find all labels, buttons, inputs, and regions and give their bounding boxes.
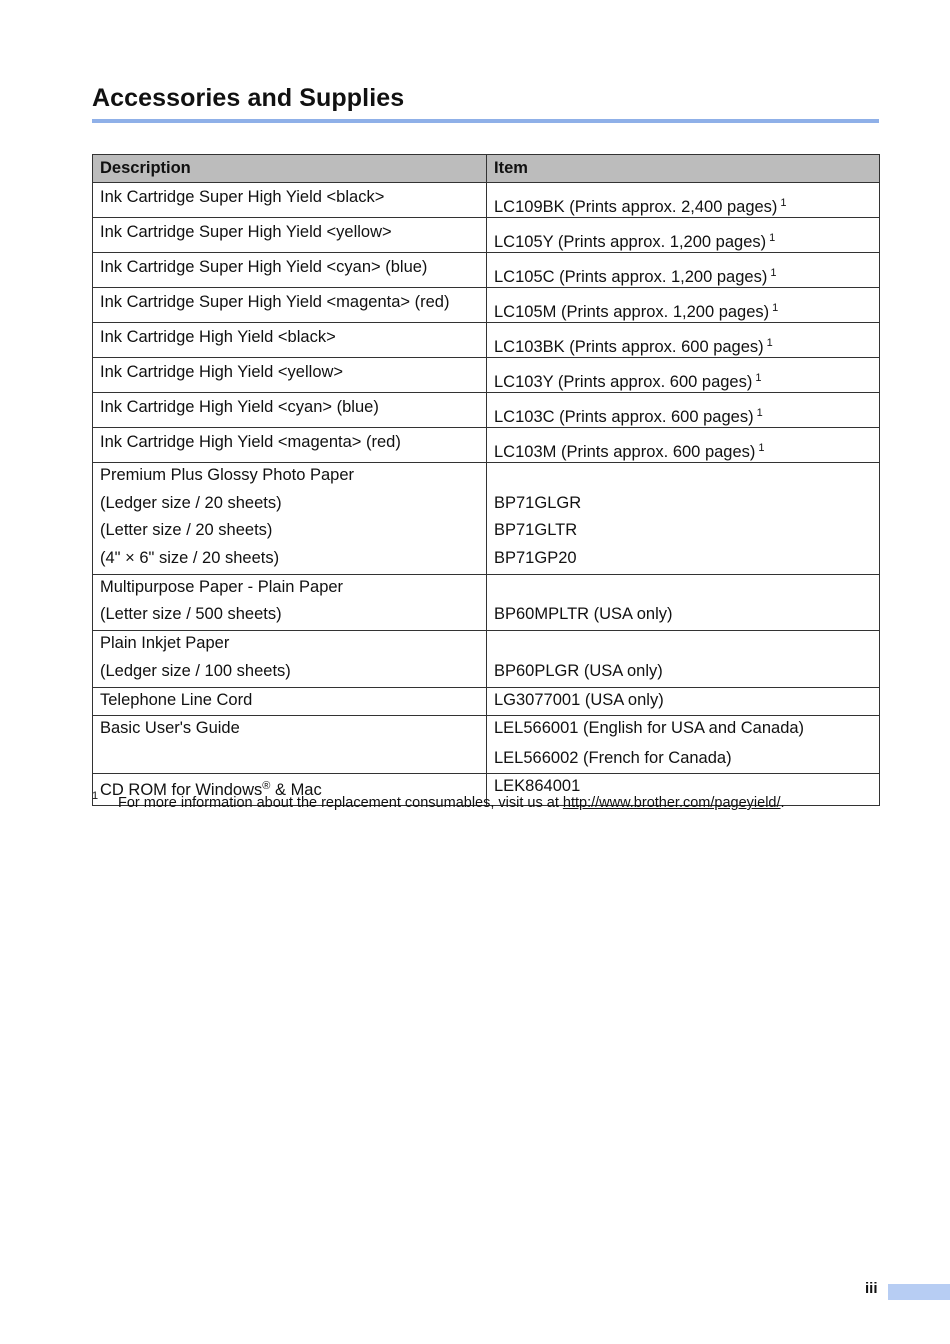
table-row — [93, 463, 880, 575]
page-number: iii — [865, 1280, 878, 1297]
row-description: Ink Cartridge Super High Yield <black> — [93, 183, 487, 218]
table-row — [93, 218, 880, 253]
table-row — [93, 428, 880, 463]
header-description: Description — [93, 155, 487, 183]
row-item: LC103Y (Prints approx. 600 pages) $^1$ — [487, 358, 880, 393]
header-item: Item — [487, 155, 880, 183]
table-row — [93, 687, 880, 716]
table-row — [93, 358, 880, 393]
row-description: Basic User's Guide — [93, 716, 487, 774]
page-title: Accessories and Supplies — [92, 84, 405, 112]
pageyield-link[interactable]: http://www.brother.com/pageyield/ — [562, 795, 781, 811]
row-description: Ink Cartridge Super High Yield <cyan> (blue) — [93, 253, 487, 288]
footnote-ref: 1 — [780, 197, 787, 209]
footnote-ref: 1 — [755, 372, 762, 384]
footnote-ref: 1 — [770, 267, 777, 279]
table-row — [93, 716, 880, 774]
row-item: BP60PLGR (USA only) — [487, 631, 880, 687]
footnote-text: For more information about the replacement consumables, visit us at http://www.brother.com/pageyield/. — [118, 795, 785, 811]
row-description: Ink Cartridge High Yield <magenta> (red) — [93, 428, 487, 463]
row-description: Ink Cartridge High Yield <black> — [93, 323, 487, 358]
row-item: BP60MPLTR (USA only) — [487, 574, 880, 630]
supplies-table — [92, 154, 880, 806]
footnote-ref: 1 — [756, 407, 763, 419]
row-description: Ink Cartridge High Yield <yellow> — [93, 358, 487, 393]
row-item: LC105Y (Prints approx. 1,200 pages) $^1$ — [487, 218, 880, 253]
registered-mark: ® — [262, 779, 271, 792]
row-description: Plain Inkjet Paper (Ledger size / 100 sheets) — [93, 631, 487, 687]
row-item: BP71GLGR BP71GLTR BP71GP20 — [487, 463, 880, 575]
row-item: LC105C (Prints approx. 1,200 pages) $^1$ — [487, 253, 880, 288]
footnote-ref: 1 — [758, 442, 765, 454]
table-row — [93, 183, 880, 218]
row-item: LEL566001 (English for USA and Canada) LEL566002 (French for Canada) — [487, 716, 880, 774]
row-description: Telephone Line Cord — [93, 687, 487, 716]
row-item: LC109BK (Prints approx. 2,400 pages) $^1$ — [487, 183, 880, 218]
row-description: Multipurpose Paper - Plain Paper (Letter size / 500 sheets) — [93, 574, 487, 630]
footnote-ref: 1 — [769, 232, 776, 244]
row-item: LEK864001 — [487, 773, 880, 805]
footnote-ref: 1 — [766, 337, 773, 349]
page-tab-marker — [888, 1284, 950, 1300]
table-row — [93, 288, 880, 323]
row-item: LC105M (Prints approx. 1,200 pages) $^1$ — [487, 288, 880, 323]
table-row — [93, 631, 880, 687]
footnote-ref: 1 — [772, 302, 779, 314]
row-item: LG3077001 (USA only) — [487, 687, 880, 716]
table-header-row — [93, 155, 880, 183]
row-item: LC103M (Prints approx. 600 pages) $^1$ — [487, 428, 880, 463]
title-underline — [92, 119, 879, 123]
table-row — [93, 393, 880, 428]
table-row — [93, 574, 880, 630]
row-description: Ink Cartridge Super High Yield <magenta> (red) — [93, 288, 487, 323]
row-description: Premium Plus Glossy Photo Paper (Ledger size / 20 sheets) (Letter size / 20 sheets) (4" × 6" size / 20 sheets) — [93, 463, 487, 575]
row-item: LC103BK (Prints approx. 600 pages) $^1$ — [487, 323, 880, 358]
row-description: Ink Cartridge Super High Yield <yellow> — [93, 218, 487, 253]
row-description: Ink Cartridge High Yield <cyan> (blue) — [93, 393, 487, 428]
footnote-number: 1 — [92, 790, 99, 802]
table-row — [93, 253, 880, 288]
row-description: CD ROM for Windows® & Mac — [93, 773, 487, 805]
row-item: LC103C (Prints approx. 600 pages) $^1$ — [487, 393, 880, 428]
table-row — [93, 323, 880, 358]
